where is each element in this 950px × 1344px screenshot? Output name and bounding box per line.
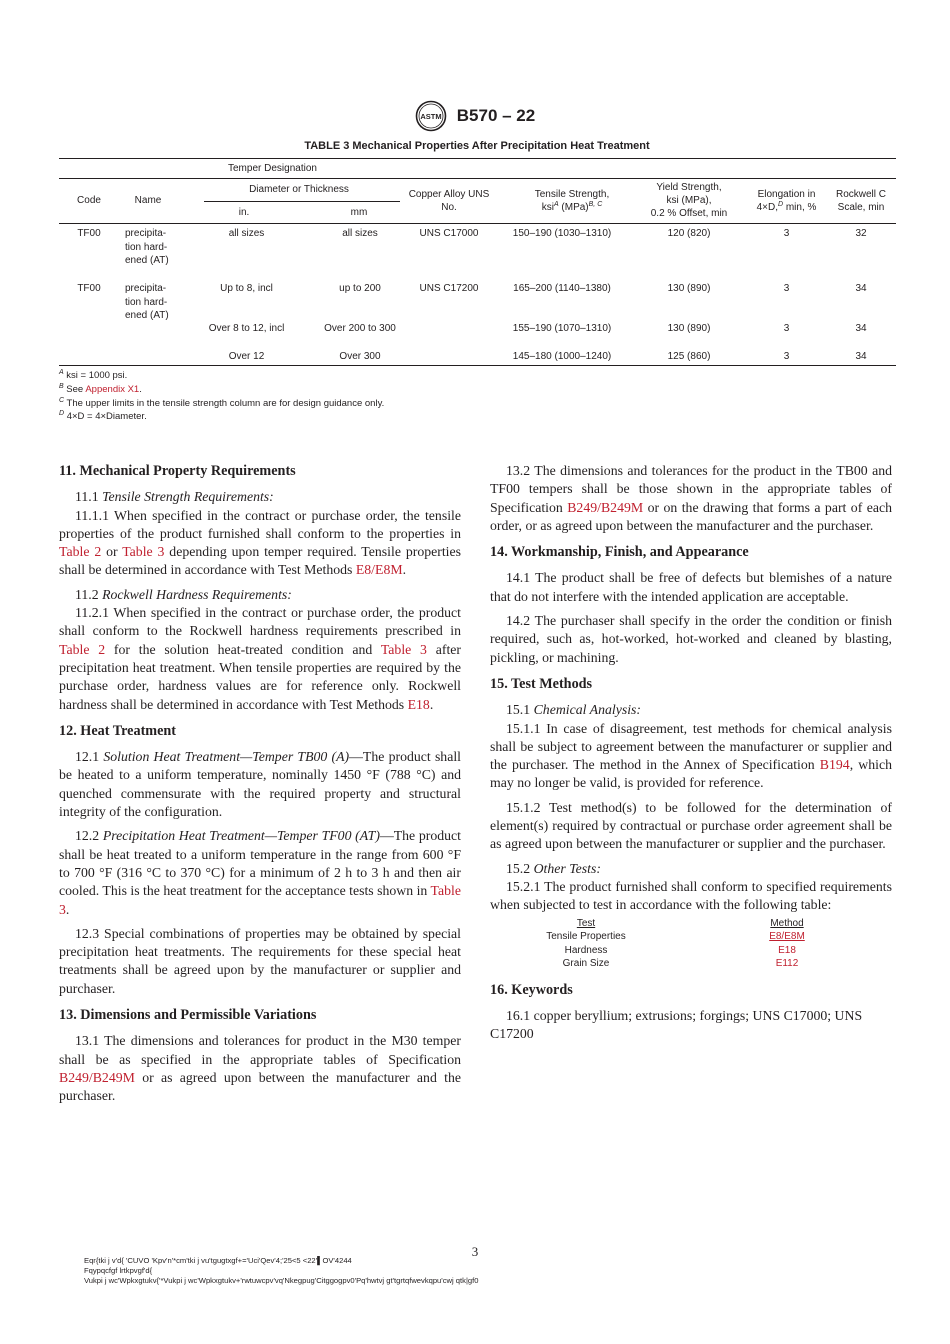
para-11-1: 11.1 Tensile Strength Requirements: [75, 489, 274, 505]
appendix-x1-link[interactable]: Appendix X1 [85, 384, 140, 395]
table-title: TABLE 3 Mechanical Properties After Precipitation Heat Treatment [304, 140, 650, 152]
table-2-link[interactable]: Table 2 [59, 641, 106, 657]
cell-tensile: 155–190 (1070–1310) [512, 323, 612, 334]
cell-rockwell: 34 [855, 323, 867, 334]
e8-link[interactable]: E8/E8M [769, 931, 805, 943]
para-12-1: 12.1 Solution Heat Treatment—Temper TB00 (A)—The product shall be heated to a uniform temperature, nominally 1450 °F (788 °C) and quenched commensurate with the required property and structural integrity of the configuration. [59, 749, 461, 820]
footnote-b: $^B$ See Appendix X1. [59, 383, 142, 395]
footnote-a: $^A$ ksi = 1000 psi. [59, 369, 128, 381]
header-bottom-rule [59, 223, 896, 224]
cell-rockwell: 32 [855, 228, 867, 239]
cell-yield: 130 (890) [667, 283, 711, 294]
cell-tensile: 165–200 (1140–1380) [513, 283, 611, 294]
cell-test: Tensile Properties [546, 931, 626, 943]
header-rule-1 [59, 178, 896, 179]
table-bottom-rule [59, 365, 896, 366]
table-top-rule [59, 158, 896, 159]
astm-logo-icon [415, 100, 447, 132]
b249-link[interactable]: B249/B249M [567, 499, 644, 515]
cell-name: precipita- tion hard- ened (AT) [125, 283, 169, 321]
cell-mm: Over 300 [339, 351, 381, 362]
table-3-link[interactable]: Table 3 [380, 641, 427, 657]
para-15-2: 15.2 Other Tests: [506, 860, 601, 876]
header-rule-2 [204, 201, 400, 202]
header-copper-alloy: Copper Alloy UNS No. [408, 189, 490, 213]
e112-link[interactable]: E112 [775, 958, 799, 970]
cell-yield: 130 (890) [667, 323, 711, 334]
para-13-1: 13.1 The dimensions and tolerances for product in the M30 temper shall be as specified in the appropriate tables of Specification B249/B249M or as agreed upon between the manufacturer and the purchaser. [59, 1033, 461, 1104]
cell-elongation: 3 [783, 351, 790, 362]
header-code: Code [77, 195, 101, 206]
cell-yield: 120 (820) [667, 228, 711, 239]
table-row [490, 957, 892, 971]
para-11-1-1: 11.1.1 When specified in the contract or purchase order, the tensile properties of the product furnished shall conform to the properties in Table 2 or Table 3 depending upon temper required. Tensile properties shall be determined in accordance with Test Methods E8/E8M. [59, 507, 461, 578]
cell-in: Over 8 to 12, incl [208, 323, 285, 334]
license-footer [84, 1256, 478, 1286]
para-12-3: 12.3 Special combinations of properties may be obtained by special precipitation heat treatments. The requirements for these special heat treatments shall be agreed upon by the manufacturer or supplier and purchaser. [59, 925, 461, 996]
cell-in: all sizes [228, 228, 265, 239]
page-header [0, 100, 950, 136]
header-test: Test [576, 917, 596, 929]
document-designation: B570 – 22 [456, 106, 536, 125]
cell-alloy: UNS C17000 [419, 228, 479, 239]
cell-rockwell: 34 [855, 351, 867, 362]
para-13-2: 13.2 The dimensions and tolerances for the product in the TB00 and TF00 tempers shall be those shown in the appropriate tables of Specification B249/B249M or on the drawing that forms a part of each order, or as agreed upon between the manufacturer and the purchaser. [490, 463, 893, 533]
cell-in: Over 12 [228, 351, 265, 362]
para-14-2: 14.2 The purchaser shall specify in the order the condition or finish required, such as, hot-worked, hot-worked and cleaned by blasting, pickling, or machining. [490, 613, 892, 665]
para-16-1: 16.1 copper beryllium; extrusions; forgings; UNS C17000; UNS C17200 [490, 1007, 863, 1042]
section-13-title: 13. Dimensions and Permissible Variations [59, 1007, 317, 1024]
section-15-title: 15. Test Methods [490, 675, 593, 692]
page-number: 3 [471, 1244, 479, 1259]
section-16-title: 16. Keywords [490, 981, 573, 998]
cell-elongation: 3 [783, 323, 790, 334]
e8-link[interactable]: E8/E8M [355, 562, 403, 578]
cell-code: TF00 [77, 283, 101, 294]
b194-link[interactable]: B194 [819, 757, 850, 773]
section-11-title: 11. Mechanical Property Requirements [59, 463, 296, 479]
table-2-link[interactable]: Table 2 [59, 544, 102, 560]
footer-line-3: Vukpi j wc'Wpkxgtukv{'*Vukpi j wc'Wpkxgtukv+'rwtuwcpv'vq'Nkegpug'Citggogpv0'Pq'hwtvj gt'tgrtqfwevkqpu'cwj qtk|gf0 [84, 1276, 479, 1285]
para-14-1: 14.1 The product shall be free of defects but blemishes of a nature that do not interfere with the intended application are acceptable. [490, 570, 892, 604]
right-column [490, 462, 892, 1049]
table-3-link[interactable]: Table 3 [59, 883, 461, 917]
header-temper-designation: Temper Designation [228, 163, 317, 174]
section-12-title: 12. Heat Treatment [59, 722, 177, 739]
section-14-title: 14. Workmanship, Finish, and Appearance [490, 544, 749, 561]
cell-yield: 125 (860) [667, 351, 711, 362]
para-15-1-2: 15.1.2 Test method(s) to be followed for the determination of element(s) required by contractual or purchase order agreement shall be as agreed upon between the manufacturer or supplier and the purchaser. [490, 799, 892, 852]
footnote-d: $^D$ 4×D = 4×Diameter. [59, 410, 147, 422]
table-3-link[interactable]: Table 3 [122, 544, 165, 560]
header-name: Name [134, 195, 162, 206]
cell-elongation: 3 [783, 228, 790, 239]
para-12-2: 12.2 Precipitation Heat Treatment—Temper TF00 (AT)—The product shall be heat treated to a uniform temperature in the range from 600 °F to 700 °F (316 °C to 370 °C) for a minimum of 2 h to 3 h and then air cooled. This is the heat treatment for the acceptance tests shown in Table 3. [59, 828, 462, 917]
cell-test: Hardness [564, 944, 608, 956]
table-row [490, 944, 892, 958]
cell-name: precipita- tion hard- ened (AT) [125, 228, 169, 266]
header-rockwell: Rockwell C Scale, min [835, 189, 886, 213]
footnote-c: $^C$ The upper limits in the tensile strength column are for design guidance only. [59, 397, 385, 409]
logo-text: ASTM [420, 112, 442, 121]
cell-rockwell: 34 [855, 283, 867, 294]
test-methods-header [490, 917, 892, 931]
e18-link[interactable]: E18 [778, 944, 796, 956]
cell-code: TF00 [77, 228, 101, 239]
footer-line-1: Eqr{tki j v'd{ 'CUVO 'Kpv'n'*cm'tki j vu'tgugtxgf+='Uci'Qev'4;'25<5 <22'▌OV'4244 [84, 1256, 352, 1265]
cell-in: Up to 8, incl [220, 283, 273, 294]
cell-test: Grain Size [562, 958, 610, 970]
cell-mm: up to 200 [339, 283, 381, 294]
footer-line-2: Fqypqcfgf lrtkpvgf'd{ [84, 1266, 153, 1275]
para-11-2-1: 11.2.1 When specified in the contract or purchase order, the product shall conform to the Rockwell hardness requirements prescribed in Table 2 for the solution heat-treated condition and Table 3 after precipitation heat treatment. When tensile properties are required by the purchase order, hardness values are for reference only. Rockwell hardness shall be determined in accordance with Test Methods E18. [59, 605, 461, 712]
b249-link[interactable]: B249/B249M [59, 1069, 135, 1085]
test-methods-table [490, 917, 892, 971]
para-11-2: 11.2 Rockwell Hardness Requirements: [75, 586, 292, 602]
cell-tensile: 145–180 (1000–1240) [512, 351, 612, 362]
e18-link[interactable]: E18 [407, 696, 430, 712]
header-diameter-thickness: Diameter or Thickness [249, 184, 349, 195]
cell-elongation: 3 [783, 283, 790, 294]
para-15-1: 15.1 Chemical Analysis: [506, 702, 642, 718]
header-elongation: Elongation in 4×D,$^D$ min, % [756, 189, 817, 213]
para-15-1-1: 15.1.1 In case of disagreement, test methods for chemical analysis shall be subject to agreement between the manufacturer or supplier and the purchaser. The method in the Annex of Specification B194, which may no longer be valid, is provided for reference. [490, 720, 892, 791]
cell-alloy: UNS C17200 [419, 283, 479, 294]
header-mm: mm [350, 207, 368, 218]
para-15-2-1: 15.2.1 The product furnished shall conform to specified requirements when subjected to test in accordance with the following table: [490, 878, 892, 913]
left-column [59, 462, 461, 1112]
cell-mm: all sizes [342, 228, 378, 239]
header-method: Method [770, 917, 804, 929]
cell-mm: Over 200 to 300 [324, 323, 396, 334]
header-in: in. [238, 207, 250, 218]
header-tensile-strength: Tensile Strength, ksi$^A$ (MPa)$^{B, C}$ [534, 189, 610, 213]
header-yield-strength: Yield Strength, ksi (MPa), 0.2 % Offset, min [650, 182, 728, 219]
table-row [490, 930, 892, 944]
cell-tensile: 150–190 (1030–1310) [512, 228, 612, 239]
